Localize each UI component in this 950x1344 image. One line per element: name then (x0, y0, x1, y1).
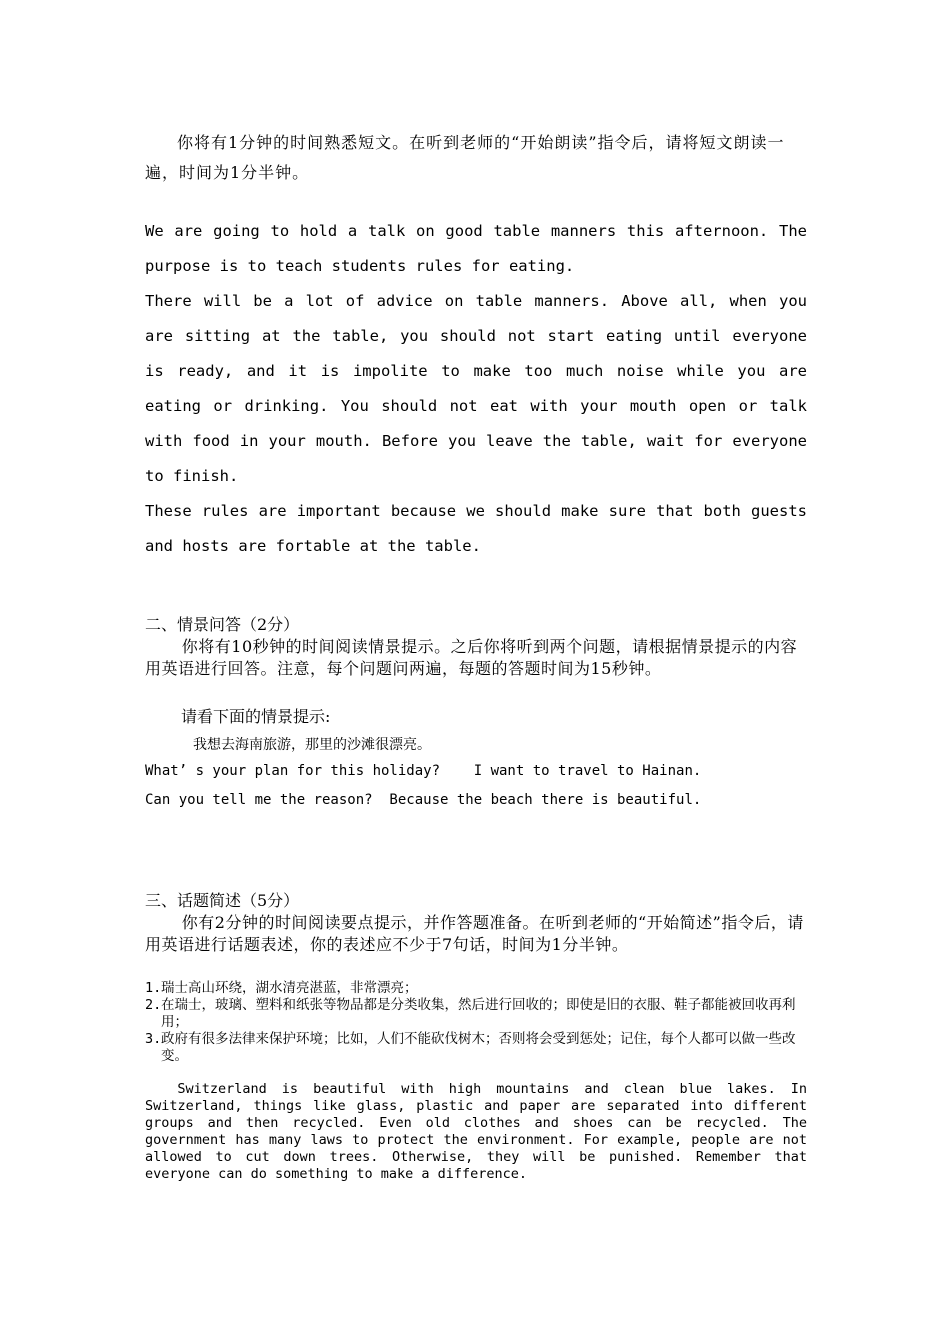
reading-instructions: 你将有1分钟的时间熟悉短文。在听到老师的“开始朗读”指令后，请将短文朗读一遍，时间为1分半钟。 (145, 133, 785, 182)
list-item: 3. 政府有很多法律来保护环境；比如，人们不能砍伐树木；否则将会受到惩处；记住，每个人都可以做一些改变。 (145, 1031, 796, 1064)
section2-title: 二、情景问答（2分） (145, 615, 300, 634)
sample-passage: Switzerland is beautiful with high mountains and clean blue lakes. In Switzerland, things like glass, plastic and paper are separated into different groups and then recycled. Even old clothes and shoes can be recycled. The government has many laws to protect the environment. For example, people are not allowed to cut down trees. Otherwise, they will be punished. Remember that everyone can do something to make a difference. (145, 1081, 807, 1182)
list-item: 1. 瑞士高山环绕，湖水清亮湛蓝，非常漂亮； (145, 980, 418, 996)
qa-line: What’ s your plan for this holiday? I want to travel to Hainan. (145, 763, 702, 779)
passage-paragraph: There will be a lot of advice on table manners. Above all, when you are sitting at the table, you should not start eating until everyone is ready, and it is impolite to make too much noise while you are eating or drinking. You should not eat with your mouth open or talk with food in your mouth. Before you leave the table, wait for everyone to finish. (145, 292, 807, 485)
passage-paragraph: These rules are important because we should make sure that both guests and hosts are fortable at the table. (145, 502, 807, 555)
section2-instructions: 你将有10秒钟的时间阅读情景提示。之后你将听到两个问题，请根据情景提示的内容用英语进行回答。注意，每个问题问两遍，每题的答题时间为15秒钟。 (145, 637, 798, 678)
qa-line: Can you tell me the reason? Because the beach there is beautiful. (145, 792, 702, 808)
list-item: 2. 在瑞士，玻璃、塑料和纸张等物品都是分类收集，然后进行回收的；即使是旧的衣服、鞋子都能被回收再利用； (145, 997, 796, 1030)
passage-paragraph: We are going to hold a talk on good table manners this afternoon. The purpose is to teach students rules for eating. (145, 222, 807, 275)
prompt-label: 请看下面的情景提示: (181, 707, 331, 726)
reading-passage (145, 214, 807, 564)
key-points-list (145, 980, 807, 1065)
section3-instructions: 你有2分钟的时间阅读要点提示，并作答题准备。在听到老师的“开始简述”指令后，请用英语进行话题表述，你的表述应不少于7句话，时间为1分半钟。 (145, 913, 804, 954)
section3-title: 三、话题简述（5分） (145, 891, 300, 910)
scene-hint: 我想去海南旅游，那里的沙滩很漂亮。 (193, 737, 431, 753)
